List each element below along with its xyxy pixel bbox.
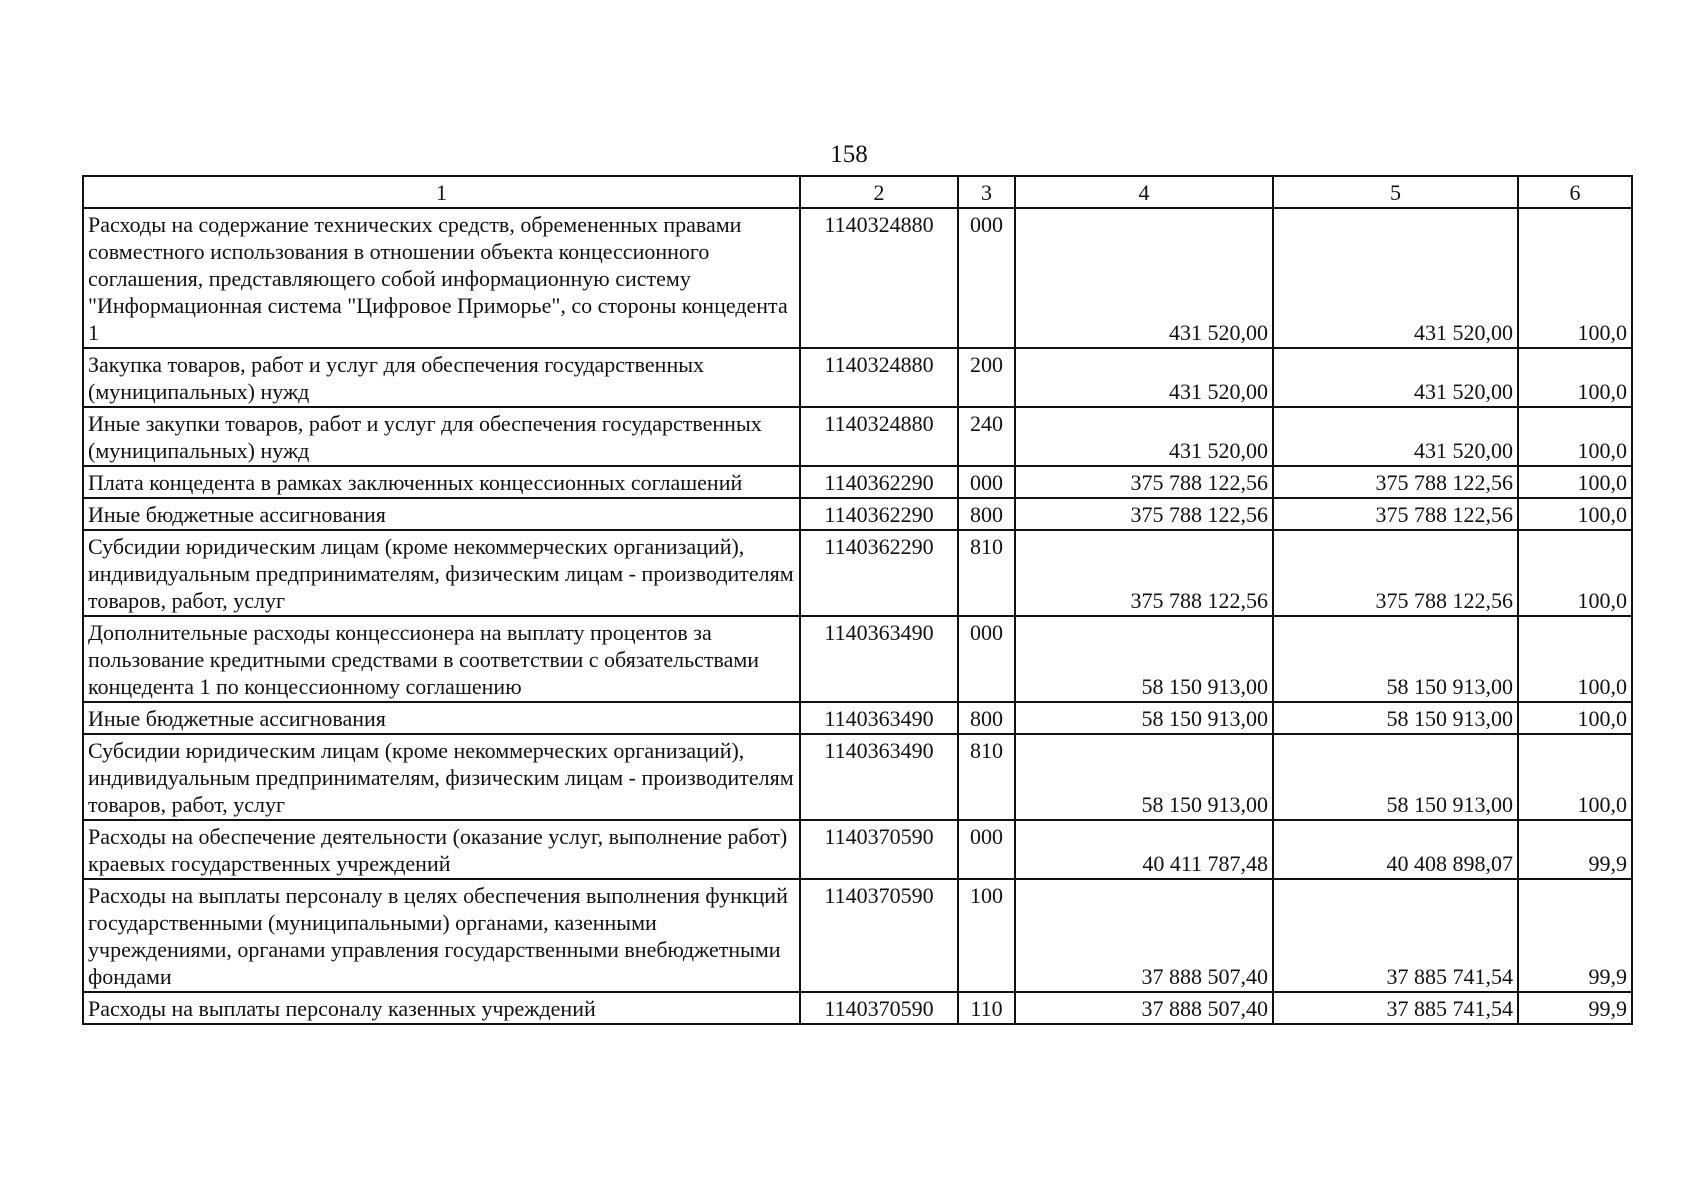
row-name: Расходы на содержание технических средств, обремененных правами совместного использования в отношении объекта концессионного соглашения, представляющего собой информационную систему "Информационная система "Цифровое Приморье", со стороны концедента 1 [83,208,800,348]
row-execution-percent: 100,0 [1518,407,1632,466]
row-execution-percent: 100,0 [1518,530,1632,616]
table-row [83,616,1632,702]
row-name: Субсидии юридическим лицам (кроме некоммерческих организаций), индивидуальным предпринимателям, физическим лицам - производителям товаров, работ, услуг [83,734,800,820]
row-execution-percent: 100,0 [1518,208,1632,348]
row-name: Закупка товаров, работ и услуг для обеспечения государственных (муниципальных) нужд [83,348,800,407]
row-expense-type: 200 [958,348,1015,407]
row-target-code: 1140363490 [800,702,958,734]
row-execution-percent: 100,0 [1518,616,1632,702]
row-target-code: 1140324880 [800,208,958,348]
table-row [83,498,1632,530]
row-expense-type: 000 [958,466,1015,498]
row-expense-type: 800 [958,702,1015,734]
row-expense-type: 810 [958,734,1015,820]
header-col-5: 5 [1273,176,1518,208]
row-expense-type: 000 [958,820,1015,879]
row-planned-amount: 37 888 507,40 [1015,879,1273,992]
row-target-code: 1140370590 [800,820,958,879]
row-execution-percent: 100,0 [1518,702,1632,734]
row-planned-amount: 58 150 913,00 [1015,702,1273,734]
row-planned-amount: 40 411 787,48 [1015,820,1273,879]
header-col-4: 4 [1015,176,1273,208]
header-col-1: 1 [83,176,800,208]
row-execution-percent: 100,0 [1518,734,1632,820]
row-planned-amount: 37 888 507,40 [1015,992,1273,1024]
table-row [83,820,1632,879]
row-planned-amount: 431 520,00 [1015,208,1273,348]
row-executed-amount: 40 408 898,07 [1273,820,1518,879]
row-executed-amount: 375 788 122,56 [1273,530,1518,616]
header-col-3: 3 [958,176,1015,208]
row-name: Иные закупки товаров, работ и услуг для обеспечения государственных (муниципальных) нужд [83,407,800,466]
row-executed-amount: 58 150 913,00 [1273,616,1518,702]
table-row [83,879,1632,992]
row-name: Субсидии юридическим лицам (кроме некоммерческих организаций), индивидуальным предпринимателям, физическим лицам - производителям товаров, работ, услуг [83,530,800,616]
row-target-code: 1140363490 [800,734,958,820]
row-expense-type: 000 [958,616,1015,702]
row-execution-percent: 99,9 [1518,820,1632,879]
row-executed-amount: 58 150 913,00 [1273,734,1518,820]
row-planned-amount: 375 788 122,56 [1015,530,1273,616]
row-target-code: 1140362290 [800,530,958,616]
row-name: Иные бюджетные ассигнования [83,702,800,734]
table-body [83,208,1632,1024]
row-name: Расходы на выплаты персоналу казенных учреждений [83,992,800,1024]
table-row [83,992,1632,1024]
row-target-code: 1140324880 [800,348,958,407]
budget-table [82,175,1633,1025]
row-executed-amount: 37 885 741,54 [1273,879,1518,992]
row-name: Расходы на выплаты персоналу в целях обеспечения выполнения функций государственными (муниципальными) органами, казенными учреждениями, органами управления государственными внебюджетными фондами [83,879,800,992]
row-expense-type: 810 [958,530,1015,616]
row-target-code: 1140362290 [800,466,958,498]
row-executed-amount: 431 520,00 [1273,208,1518,348]
row-expense-type: 800 [958,498,1015,530]
row-planned-amount: 375 788 122,56 [1015,466,1273,498]
row-target-code: 1140370590 [800,879,958,992]
header-col-2: 2 [800,176,958,208]
row-execution-percent: 100,0 [1518,498,1632,530]
row-executed-amount: 37 885 741,54 [1273,992,1518,1024]
row-planned-amount: 431 520,00 [1015,407,1273,466]
table-row [83,530,1632,616]
row-name: Иные бюджетные ассигнования [83,498,800,530]
row-executed-amount: 431 520,00 [1273,348,1518,407]
row-target-code: 1140324880 [800,407,958,466]
row-execution-percent: 100,0 [1518,466,1632,498]
table-row [83,466,1632,498]
row-execution-percent: 100,0 [1518,348,1632,407]
row-name: Плата концедента в рамках заключенных концессионных соглашений [83,466,800,498]
row-target-code: 1140362290 [800,498,958,530]
row-executed-amount: 375 788 122,56 [1273,498,1518,530]
row-expense-type: 240 [958,407,1015,466]
row-planned-amount: 375 788 122,56 [1015,498,1273,530]
row-planned-amount: 58 150 913,00 [1015,616,1273,702]
row-name: Дополнительные расходы концессионера на выплату процентов за пользование кредитными средствами в соответствии с обязательствами концедента 1 по концессионному соглашению [83,616,800,702]
row-expense-type: 100 [958,879,1015,992]
table-row [83,348,1632,407]
row-target-code: 1140370590 [800,992,958,1024]
row-executed-amount: 375 788 122,56 [1273,466,1518,498]
row-executed-amount: 58 150 913,00 [1273,702,1518,734]
page-number: 158 [830,141,868,168]
table-row [83,702,1632,734]
table-header [83,176,1632,208]
table-row [83,734,1632,820]
row-expense-type: 000 [958,208,1015,348]
row-target-code: 1140363490 [800,616,958,702]
row-execution-percent: 99,9 [1518,879,1632,992]
row-executed-amount: 431 520,00 [1273,407,1518,466]
header-row [83,176,1632,208]
row-name: Расходы на обеспечение деятельности (оказание услуг, выполнение работ) краевых государственных учреждений [83,820,800,879]
row-planned-amount: 431 520,00 [1015,348,1273,407]
header-col-6: 6 [1518,176,1632,208]
row-execution-percent: 99,9 [1518,992,1632,1024]
row-expense-type: 110 [958,992,1015,1024]
table-row [83,208,1632,348]
table-row [83,407,1632,466]
row-planned-amount: 58 150 913,00 [1015,734,1273,820]
